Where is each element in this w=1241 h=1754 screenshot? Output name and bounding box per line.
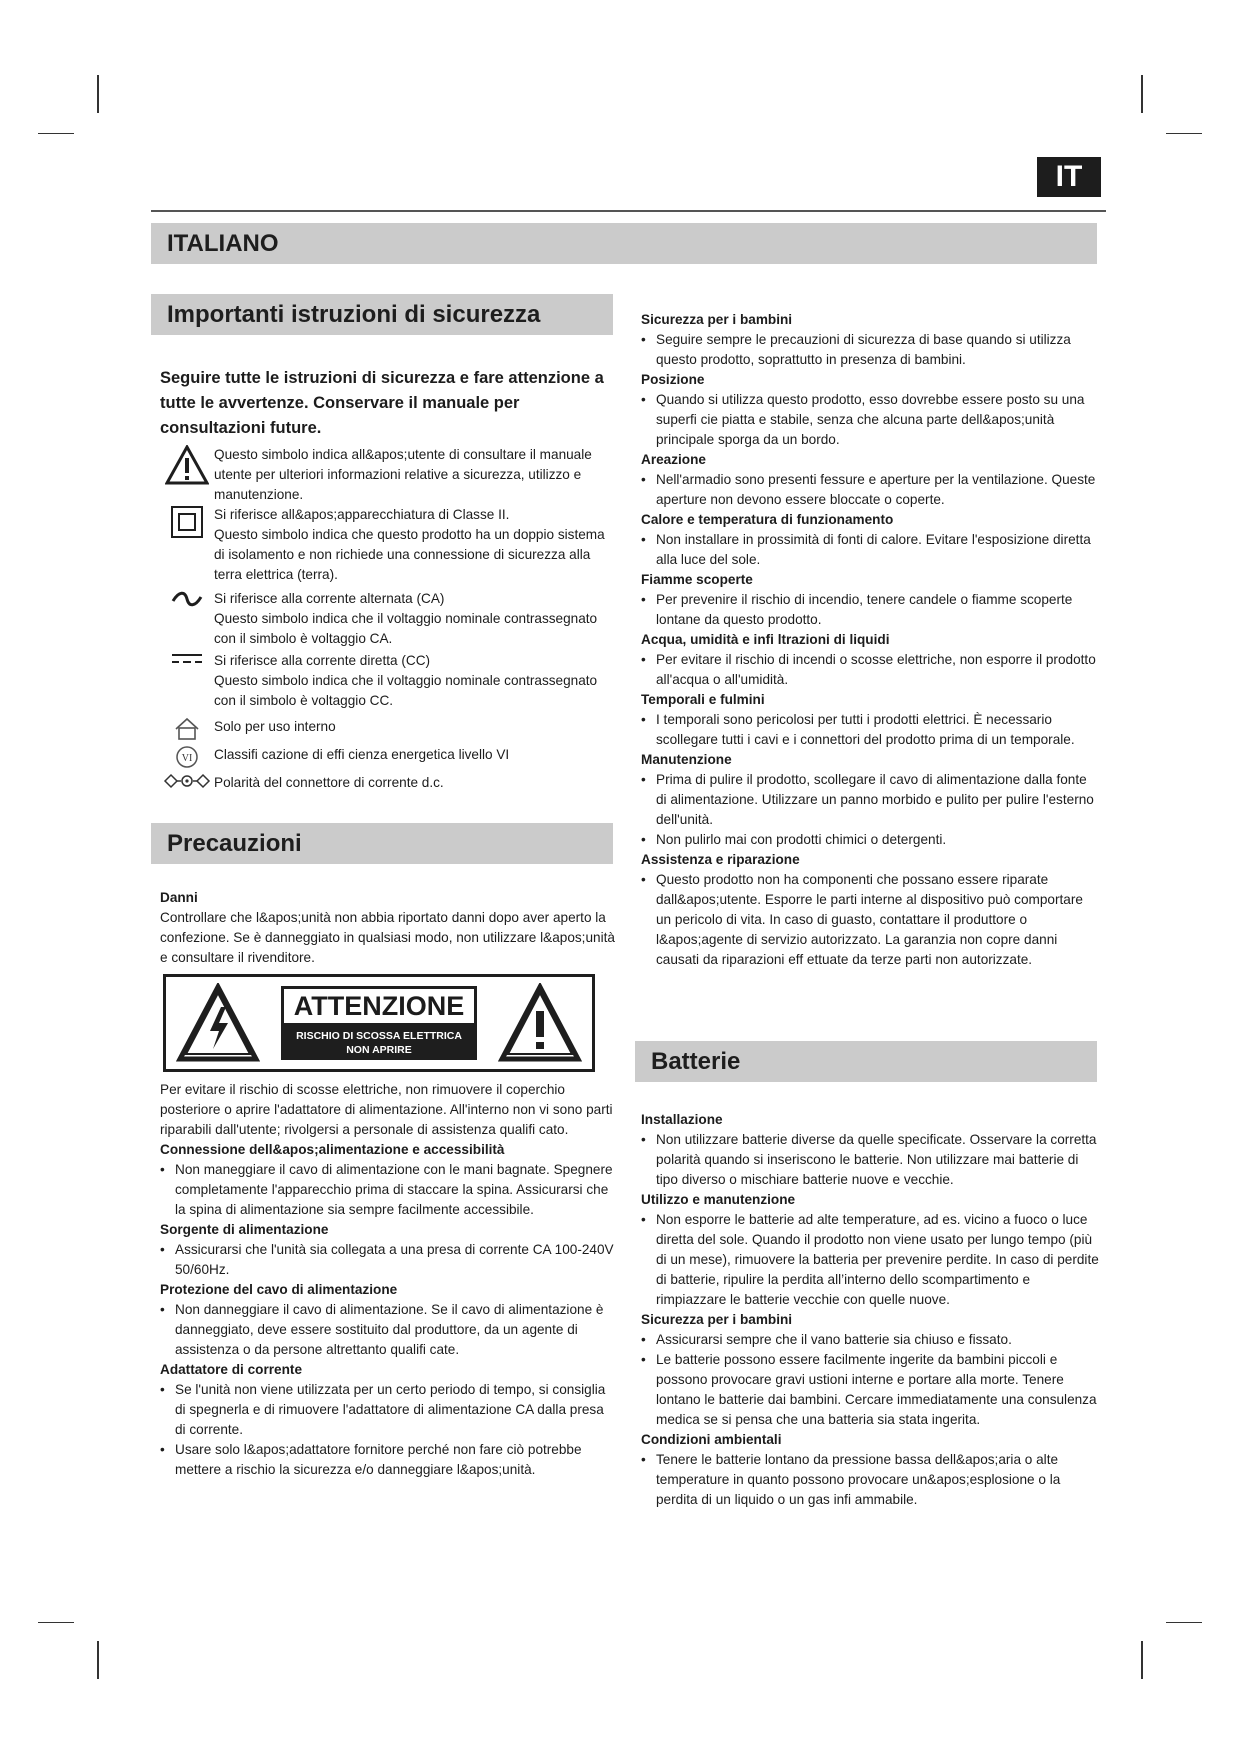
list-item-text: • Non esporre le batterie ad alte temperature, ad es. vicino a fuoco o luce diretta del sole. Quando il prodotto non viene usato per lungo tempo (più di un mese), rimuovere la batteria per prevenire perdite. In caso di perdite di batterie, ripulire la perdita all’interno dello scompartimento e rimpiazzare le batterie vecchie con quelle nuove. [656,1212,1099,1307]
symbol-description: Questo simbolo indica che il voltaggio nominale contrassegnato con il simbolo è voltaggio CA. [214,611,598,646]
subsection-heading: Assistenza e riparazione [641,852,800,867]
bullet-list [641,530,1101,570]
bullet-list [160,1160,615,1220]
list-item [160,1300,615,1360]
symbol-description: Polarità del connettore di corrente d.c. [214,775,444,790]
safety-topics [641,310,1101,970]
crop-mark [1141,1641,1143,1679]
list-item [641,330,1101,370]
crop-mark [1141,75,1143,113]
symbol-description: Questo simbolo indica che il voltaggio nominale contrassegnato con il simbolo è voltaggio CC. [214,673,598,708]
warning-subtitle [281,1026,477,1060]
symbol-description: Si riferisce alla corrente alternata (CA) [214,591,445,606]
bullet-list [641,590,1101,630]
list-item [641,1330,1101,1350]
subsection-heading: Manutenzione [641,752,732,767]
symbol-row [160,651,615,717]
subsection-heading: Sicurezza per i bambini [641,1312,793,1327]
warning-line: NON APRIRE [346,1044,412,1056]
bullet-list [641,650,1101,690]
subsection-heading: Acqua, umidità e infi ltrazioni di liquidi [641,632,890,647]
list-item-text: • Assicurarsi che l'unità sia collegata a una presa di corrente CA 100-240V 50/60Hz. [175,1242,614,1277]
list-item-text: • Usare solo l&apos;adattatore fornitore perché non fare ciò potrebbe mettere a rischio la sicurezza e/o danneggiare l&apos;unità. [175,1442,582,1477]
list-item [160,1160,615,1220]
bullet-list [160,1300,615,1360]
list-item [160,1440,615,1480]
subsection-heading: Utilizzo e manutenzione [641,1192,796,1207]
section-title-precautions: Precauzioni [151,823,613,864]
symbol-row [160,717,615,745]
subsection-heading: Installazione [641,1112,723,1127]
electric-shock-warning-label [163,974,595,1072]
list-item [160,1380,615,1440]
page-title: ITALIANO [151,223,1097,264]
list-item [641,1350,1101,1430]
list-item [160,1240,615,1280]
symbol-row [160,589,615,651]
bullet-list [641,1210,1101,1310]
warning-title: ATTENZIONE [281,986,477,1026]
subsection-heading: Fiamme scoperte [641,572,753,587]
symbol-row [160,445,615,505]
class-ii-icon [160,505,214,539]
symbol-row [160,773,615,801]
dc-current-icon [160,651,214,667]
header-rule [151,210,1106,212]
list-item-text: • Tenere le batterie lontano da pressione bassa dell&apos;aria o alte temperature in quanto possono provocare un&apos;esplosione o la perdita di un liquido o un gas infi ammabile. [656,1452,1061,1507]
section-title-batteries: Batterie [635,1041,1097,1082]
warning-text-block [281,986,477,1060]
bullet-list [641,770,1101,850]
subsection-heading: Posizione [641,372,705,387]
bullet-list [641,1450,1101,1510]
crop-mark [97,75,99,113]
section-title-safety: Importanti istruzioni di sicurezza [151,294,613,335]
list-item [641,1450,1101,1510]
language-badge: IT [1037,157,1101,197]
list-item-text: • Non maneggiare il cavo di alimentazione con le mani bagnate. Spegnere completamente l'apparecchio prima di staccare la spina. Assicurarsi che la spina di alimentazione sia sempre facilmente accessibile. [175,1162,613,1217]
symbol-description: Solo per uso interno [214,719,336,734]
warning-triangle-icon [160,445,214,485]
list-item [641,390,1101,450]
list-item [641,650,1101,690]
list-item [641,1130,1101,1190]
safety-content [160,366,615,801]
subsection-heading: Areazione [641,452,706,467]
bullet-list [160,1380,615,1480]
crop-mark [1166,1622,1202,1623]
subsection-heading: Calore e temperatura di funzionamento [641,512,894,527]
list-item-text: • Non installare in prossimità di fonti di calore. Evitare l'esposizione diretta alla luce del sole. [656,532,1091,567]
list-item [641,770,1101,830]
list-item [641,710,1101,750]
subsection-heading: Sicurezza per i bambini [641,312,793,327]
symbol-row [160,505,615,589]
ac-current-icon [160,589,214,609]
svg-text:VI: VI [181,753,193,764]
list-item [641,590,1101,630]
list-item [641,470,1101,510]
subsection-heading: Adattatore di corrente [160,1362,303,1377]
safety-intro: Seguire tutte le istruzioni di sicurezza e fare attenzione a tutte le avvertenze. Conservare il manuale per consultazioni future. [160,369,604,437]
crop-mark [38,1622,74,1623]
list-item-text: • Quando si utilizza questo prodotto, esso dovrebbe essere posto su una superfi cie piatta e stabile, senza che alcuna parte dell&apos;unità principale sporga da un bordo. [656,392,1085,447]
damage-text: Controllare che l&apos;unità non abbia riportato danni dopo aver aperto la confezione. Se è danneggiato in qualsiasi modo, non utilizzare l&apos;unità e consultare il rivenditore. [160,910,615,965]
bullet-list [641,330,1101,370]
dc-polarity-icon [160,773,214,789]
indoor-use-icon [160,717,214,741]
bullet-list [641,470,1101,510]
symbol-description: Si riferisce all&apos;apparecchiatura di Classe II. [214,507,510,522]
crop-mark [38,133,74,134]
list-item [641,530,1101,570]
list-item-text: • Per evitare il rischio di incendi o scosse elettriche, non esporre il prodotto all'acqua o all'umidità. [656,652,1096,687]
list-item [641,1210,1101,1310]
subsection-heading: Condizioni ambientali [641,1432,782,1447]
list-item-text: • Non danneggiare il cavo di alimentazione. Se il cavo di alimentazione è danneggiato, deve essere sostituito dal produttore, da un agente di assistenza o da persone altrettanto qualifi cate. [175,1302,604,1357]
warning-text: Per evitare il rischio di scosse elettriche, non rimuovere il coperchio posteriore o aprire l'adattatore di alimentazione. All'interno non vi sono parti riparabili dall'utente; rivolgersi a personale di assistenza qualifi cato. [160,1082,613,1137]
list-item-text: • Prima di pulire il prodotto, scollegare il cavo di alimentazione dalla fonte di alimentazione. Utilizzare un panno morbido e pulito per pulire l'esterno dell'unità. [656,772,1094,827]
bullet-list [641,1330,1101,1430]
precautions-sections [160,1080,615,1480]
list-item-text: • Assicurarsi sempre che il vano batterie sia chiuso e fissato. [656,1332,1012,1347]
damage-heading: Danni [160,890,198,905]
list-item-text: • Per prevenire il rischio di incendio, tenere candele o fiamme scoperte lontane da questo prodotto. [656,592,1073,627]
high-voltage-icon [176,983,260,1063]
energy-level-vi-icon [160,745,214,769]
list-item [641,830,1101,850]
bullet-list [641,870,1101,970]
list-item-text: • Le batterie possono essere facilmente ingerite da bambini piccoli e possono provocare gravi ustioni interne e portare alla morte. Tenere lontano le batterie dai bambini. Cercare immediatamente una consulenza medica se si pensa che una batteria sia stata ingerita. [656,1352,1097,1427]
list-item-text: • Non utilizzare batterie diverse da quelle specificate. Osservare la corretta polarità quando si inseriscono le batterie. Non utilizzare mai batterie di tipo diverso o mischiare batterie nuove e vecchie. [656,1132,1097,1187]
list-item-text: • Questo prodotto non ha componenti che possano essere riparate dall&apos;utente. Esporre le parti interne al dispositivo può comportare un pericolo di vita. In caso di guasto, contattare il produttore o l&apos;agente di servizio autorizzato. La garanzia non copre danni causati da riparazioni eff ettuate da terze parti non autorizzate. [656,872,1083,967]
symbol-description: Si riferisce alla corrente diretta (CC) [214,653,431,668]
symbol-description: Classifi cazione di effi cienza energetica livello VI [214,747,510,762]
list-item [641,870,1101,970]
crop-mark [97,1641,99,1679]
subsection-heading: Connessione dell&apos;alimentazione e accessibilità [160,1142,505,1157]
battery-topics [641,1110,1101,1510]
symbol-list [160,445,615,801]
subsection-heading: Sorgente di alimentazione [160,1222,329,1237]
subsection-heading: Temporali e fulmini [641,692,765,707]
bullet-list [641,1130,1101,1190]
crop-mark [1166,133,1202,134]
symbol-row [160,745,615,773]
list-item-text: • Se l'unità non viene utilizzata per un certo periodo di tempo, si consiglia di spegnerla e di rimuovere l'adattatore di alimentazione CA dalla presa di corrente. [175,1382,606,1437]
precautions-damage [160,888,615,968]
list-item-text: • Seguire sempre le precauzioni di sicurezza di base quando si utilizza questo prodotto, soprattutto in presenza di bambini. [656,332,1071,367]
list-item-text: • Non pulirlo mai con prodotti chimici o detergenti. [656,832,947,847]
subsection-heading: Protezione del cavo di alimentazione [160,1282,398,1297]
list-item-text: • Nell'armadio sono presenti fessure e aperture per la ventilazione. Queste aperture non devono essere bloccate o coperte. [656,472,1096,507]
bullet-list [641,710,1101,750]
warning-line: RISCHIO DI SCOSSA ELETTRICA [296,1030,462,1042]
bullet-list [641,390,1101,450]
symbol-description: Questo simbolo indica all&apos;utente di consultare il manuale utente per ulteriori informazioni relative a sicurezza, utilizzo e manutenzione. [214,447,592,502]
bullet-list [160,1240,615,1280]
symbol-description: Questo simbolo indica che questo prodotto ha un doppio sistema di isolamento e non richiede una connessione di sicurezza alla terra elettrica (terra). [214,527,605,582]
list-item-text: • I temporali sono pericolosi per tutti i prodotti elettrici. È necessario scollegare tutti i cavi e i connettori del prodotto prima di un temporale. [656,712,1075,747]
exclamation-warning-icon [498,983,582,1063]
